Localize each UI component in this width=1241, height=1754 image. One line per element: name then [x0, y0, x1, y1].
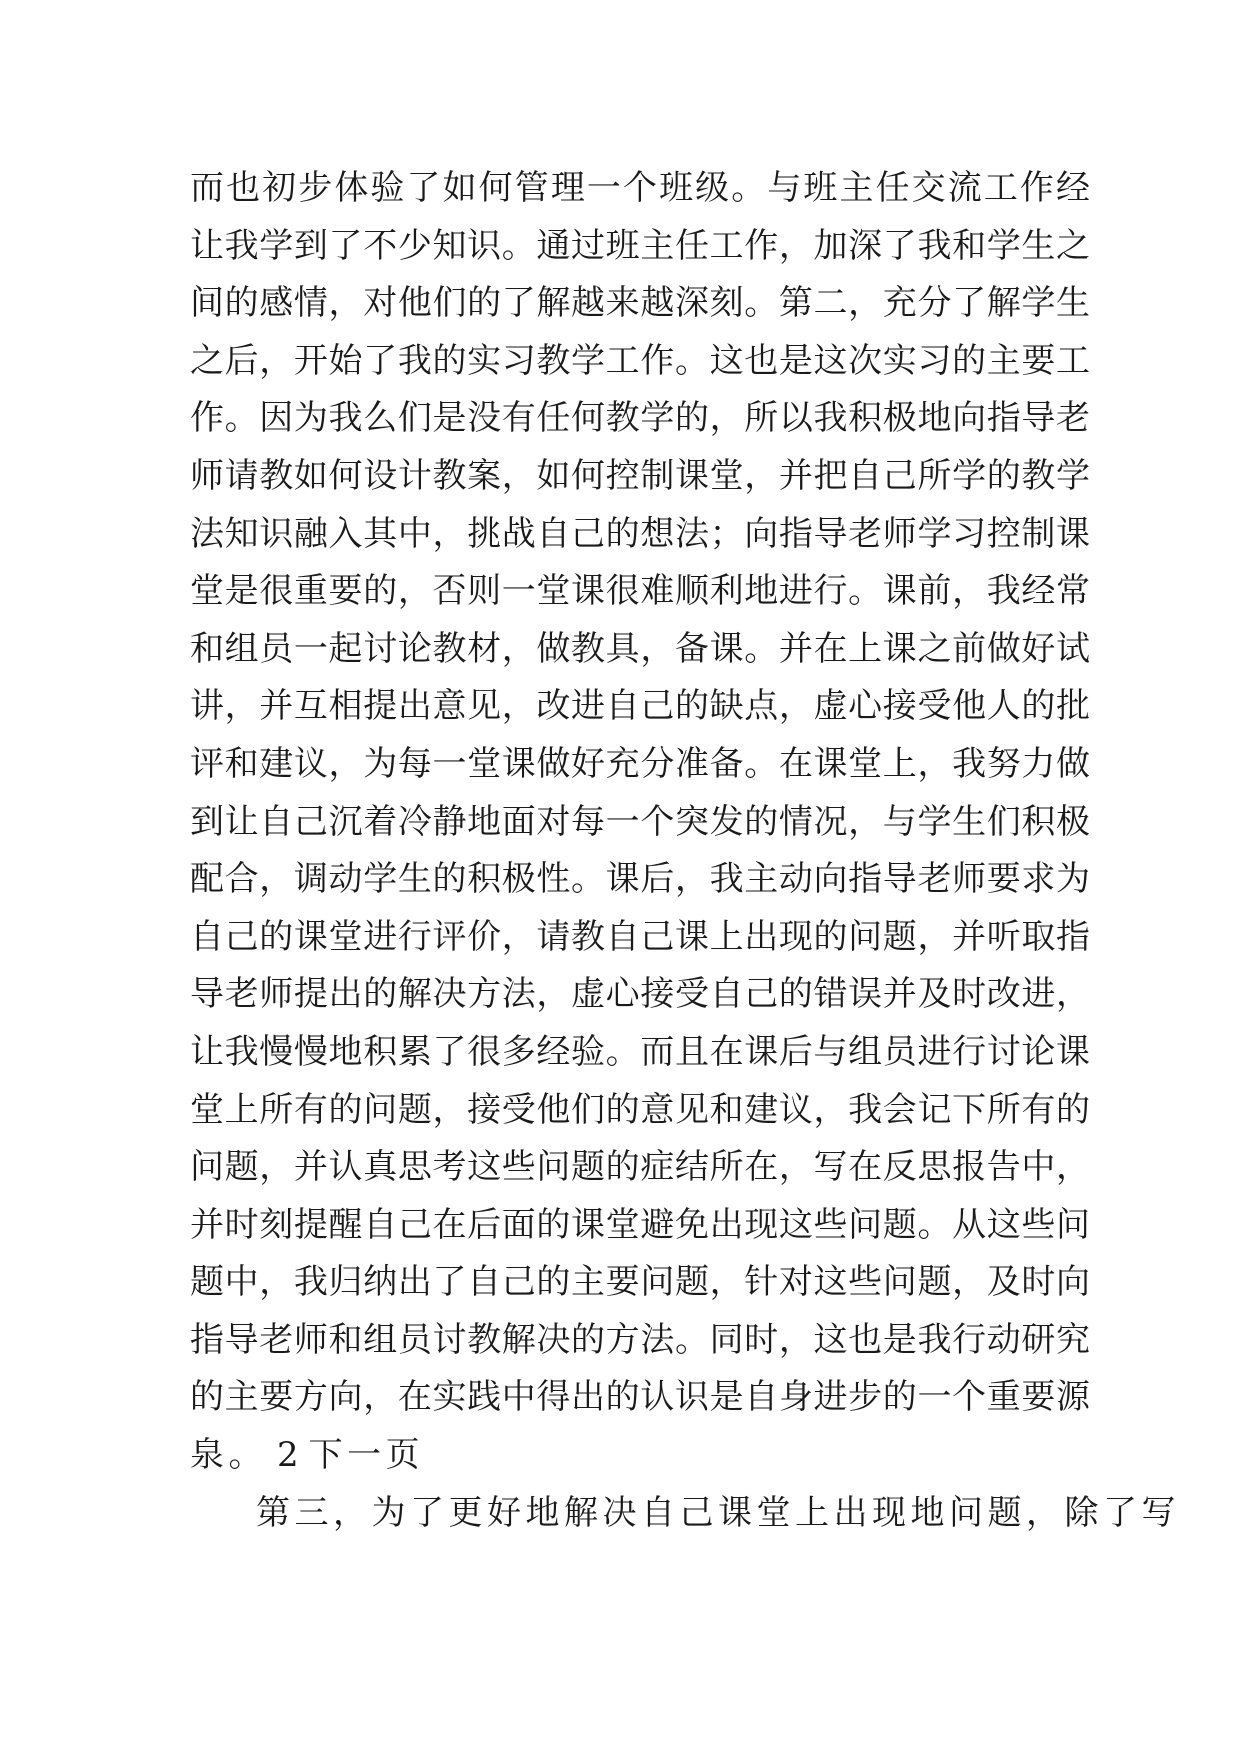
text-line: 导老师提出的解决方法，虚心接受自己的错误并及时改进，	[190, 974, 1090, 1015]
text-line: 让我慢慢地积累了很多经验。而且在课后与组员进行讨论课	[190, 1031, 1090, 1072]
text-line: 和组员一起讨论教材，做教具，备课。并在上课之前做好试	[190, 628, 1090, 669]
paragraph-end-line	[190, 1427, 1090, 1485]
text-line: 题中，我归纳出了自己的主要问题，针对这些问题，及时向	[190, 1262, 1090, 1303]
paragraph-start-line: 第三，为了更好地解决自己课堂上出现地问题，除了写	[256, 1492, 1180, 1533]
last-line-text: 泉。	[190, 1435, 267, 1476]
text-line: 评和建议，为每一堂课做好充分准备。在课堂上，我努力做	[190, 743, 1090, 784]
text-line: 之后，开始了我的实习教学工作。这也是这次实习的主要工	[190, 340, 1090, 381]
text-line: 法知识融入其中，挑战自己的想法；向指导老师学习控制课	[190, 513, 1090, 554]
text-line: 间的感情，对他们的了解越来越深刻。第二，充分了解学生	[190, 283, 1090, 324]
text-line: 让我学到了不少知识。通过班主任工作，加深了我和学生之	[190, 225, 1090, 266]
text-line: 到让自己沉着冷静地面对每一个突发的情况，与学生们积极	[190, 801, 1090, 842]
text-line: 作。因为我么们是没有任何教学的，所以我积极地向指导老	[190, 398, 1090, 439]
text-line: 讲，并互相提出意见，改进自己的缺点，虚心接受他人的批	[190, 686, 1090, 727]
text-line: 自己的课堂进行评价，请教自己课上出现的问题，并听取指	[190, 916, 1090, 957]
text-line: 的主要方向，在实践中得出的认识是自身进步的一个重要源	[190, 1377, 1090, 1418]
body-text	[190, 160, 1180, 1542]
text-line: 配合，调动学生的积极性。课后，我主动向指导老师要求为	[190, 859, 1090, 900]
text-line: 堂是很重要的，否则一堂课很难顺利地进行。课前，我经常	[190, 571, 1090, 612]
page-number: 2	[277, 1435, 299, 1476]
text-line: 堂上所有的问题，接受他们的意见和建议，我会记下所有的	[190, 1089, 1090, 1130]
text-line: 指导老师和组员讨教解决的方法。同时，这也是我行动研究	[190, 1319, 1090, 1360]
text-line: 问题，并认真思考这些问题的症结所在，写在反思报告中，	[190, 1147, 1090, 1188]
text-line: 而也初步体验了如何管理一个班级。与班主任交流工作经	[190, 168, 1090, 208]
next-page-link[interactable]: 下一页	[308, 1435, 425, 1476]
text-line: 并时刻提醒自己在后面的课堂避免出现这些问题。从这些问	[190, 1204, 1090, 1245]
text-line: 师请教如何设计教案，如何控制课堂，并把自己所学的教学	[190, 455, 1090, 496]
